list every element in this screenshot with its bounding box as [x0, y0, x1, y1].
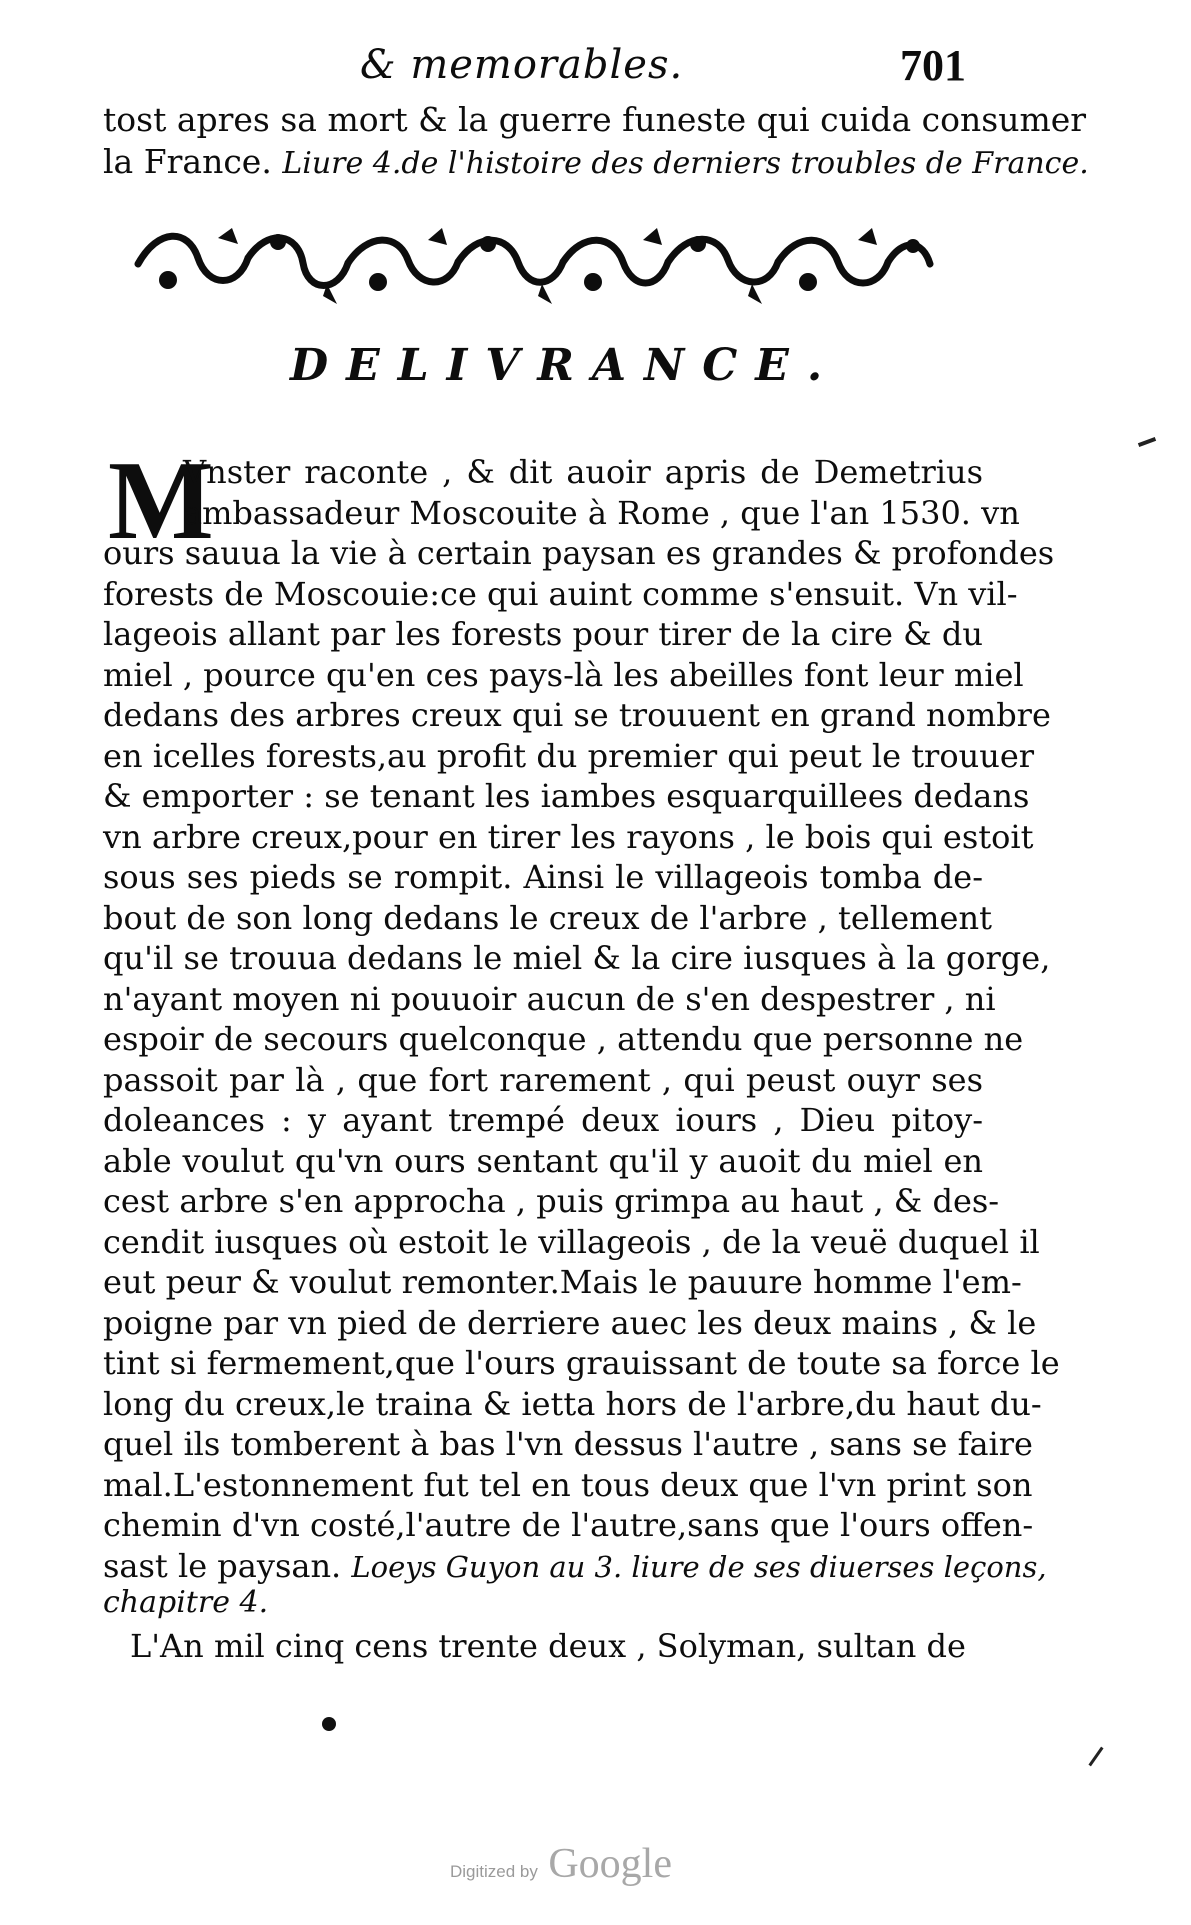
text-line: vn arbre creux,pour en tirer les rayons , le bois qui estoit — [103, 817, 1034, 856]
section-title: DELIVRANCE. — [290, 340, 841, 391]
ink-dot — [322, 1717, 336, 1731]
text-line: Vnster raconte , & dit auoir apris de Demetrius — [183, 453, 983, 491]
text-line: forests de Moscouie:ce qui auint comme s'ensuit. Vn vil- — [103, 574, 1018, 613]
citation-tail: chapitre 4. — [103, 1585, 269, 1620]
text-line: long du creux,le traina & ietta hors de l'arbre,du haut du- — [103, 1384, 1042, 1423]
text-line: dedans des arbres creux qui se trouuent en grand nombre — [103, 696, 1051, 734]
text-line: mal.L'estonnement fut tel en tous deux que l'vn print son — [103, 1465, 1033, 1504]
digitization-watermark — [450, 1840, 672, 1888]
text-line: tint si fermement,que l'ours grauissant de toute sa force le — [103, 1344, 1060, 1382]
google-logo: Google — [548, 1841, 672, 1887]
text-line: n'ayant moyen ni pouuoir aucun de s'en despestrer , ni — [103, 979, 996, 1018]
text-line: ambassadeur Moscouite à Rome , que l'an 1530. vn — [183, 493, 1020, 532]
text-line: qu'il se trouua dedans le miel & la cire iusques à la gorge, — [103, 939, 1051, 977]
floral-headpiece-ornament-icon — [128, 218, 940, 310]
last-line-text: sast le paysan. — [103, 1546, 342, 1585]
citation: Loeys Guyon au 3. liure de ses diuerses leçons, — [351, 1549, 1047, 1584]
continuation-line-1: tost apres sa mort & la guerre funeste qui cuida consumer — [103, 100, 1087, 139]
digitized-label: Digitized by — [450, 1862, 538, 1881]
text-line: passoit par là , que fort rarement , qui peust ouyr ses — [103, 1060, 983, 1099]
text-line: quel ils tomberent à bas l'vn dessus l'autre , sans se faire — [103, 1425, 1033, 1463]
text-line: & emporter : se tenant les iambes esquarquillees dedans — [103, 777, 1030, 815]
margin-mark — [1088, 1747, 1103, 1767]
text-line: ours sauua la vie à certain paysan es grandes & profondes — [103, 534, 1055, 572]
text-line: eut peur & voulut remonter.Mais le pauure homme l'em- — [103, 1263, 1022, 1301]
text-line-with-citation — [103, 1546, 1047, 1587]
text-line: doleances : y ayant trempé deux iours , Dieu pitoy- — [103, 1101, 983, 1139]
text-line: lageois allant par les forests pour tirer de la cire & du — [103, 615, 983, 653]
margin-mark — [1138, 437, 1156, 447]
continuation-line-2-text: la France. — [103, 142, 272, 181]
text-line: able voulut qu'vn ours sentant qu'il y auoit du miel en — [103, 1141, 983, 1180]
page-number: 701 — [900, 41, 966, 90]
text-line: sous ses pieds se rompit. Ainsi le villageois tomba de- — [103, 858, 983, 896]
text-line: espoir de secours quelconque , attendu que personne ne — [103, 1020, 1024, 1058]
running-title: & memorables. — [360, 42, 684, 88]
article-body — [103, 452, 1060, 1586]
text-line: bout de son long dedans le creux de l'arbre , tellement — [103, 898, 992, 937]
text-line: miel , pource qu'en ces pays-là les abeilles font leur miel — [103, 655, 1024, 694]
source-reference: Liure 4.de l'histoire des derniers troubles de France. — [282, 146, 1089, 181]
text-line: cendit iusques où estoit le villageois , de la veuë duquel il — [103, 1222, 1040, 1261]
continuation-line-2 — [103, 142, 1089, 181]
next-paragraph-line: L'An mil cinq cens trente deux , Solyman, sultan de — [130, 1627, 966, 1665]
text-line: cest arbre s'en approcha , puis grimpa au haut , & des- — [103, 1182, 1000, 1220]
drop-capital: M — [108, 439, 214, 563]
text-line: chemin d'vn costé,l'autre de l'autre,sans que l'ours offen- — [103, 1506, 1034, 1544]
text-line: poigne par vn pied de derriere auec les deux mains , & le — [103, 1303, 1037, 1342]
text-line: en icelles forests,au profit du premier qui peut le trouuer — [103, 736, 1035, 775]
